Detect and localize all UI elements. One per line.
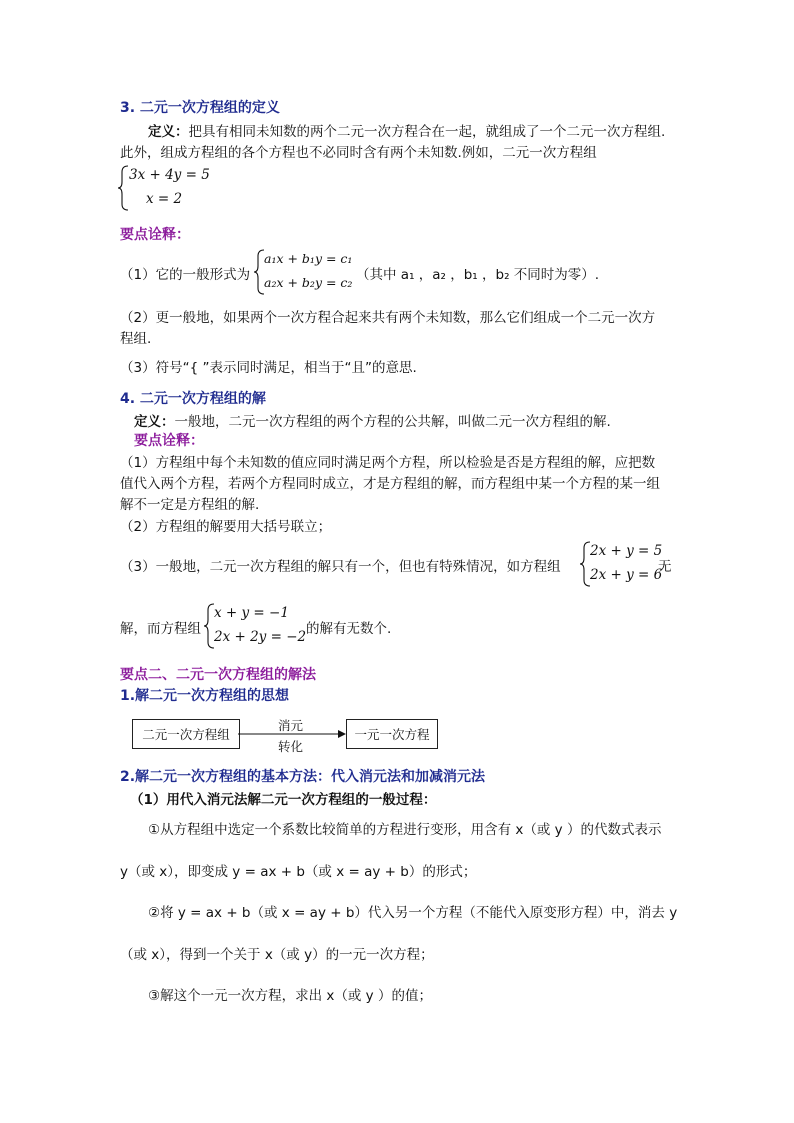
step2-line2: （或 x），得到一个关于 x（或 y）的一元一次方程； xyxy=(120,947,434,963)
example-system xyxy=(118,164,238,212)
sec4-points-title: 要点诠释： xyxy=(134,433,204,449)
sec3-points-title: 要点诠释： xyxy=(120,227,190,243)
sec4-point3-a: （3）一般地，二元一次方程组的解只有一个，但也有特殊情况，如方程组 xyxy=(120,559,561,575)
flow-label-bottom: 转化 xyxy=(278,739,304,754)
sec3-def-label: 定义： xyxy=(148,124,189,140)
section-4-title: 4. 二元一次方程组的解 xyxy=(120,391,266,407)
flow-box-left: 二元一次方程组 xyxy=(132,719,240,749)
step1-line1: ①从方程组中选定一个系数比较简单的方程进行变形，用含有 x（或 y ）的代数式表示 xyxy=(148,822,662,838)
general-form-system xyxy=(254,248,364,296)
sec3-point3: （3）符号“{ ”表示同时满足，相当于“且”的意思. xyxy=(120,360,417,376)
sec4-point1-line2: 值代入两个方程，若两个方程同时成立，才是方程组的解，而方程组中某一个方程的某一组 xyxy=(120,476,660,492)
no-solution-eq1: 2x + y = 5 xyxy=(590,543,663,559)
sec4-def-label: 定义： xyxy=(134,414,175,430)
sec3-point2-line1: （2）更一般地，如果两个一次方程合起来共有两个未知数，那么它们组成一个二元一次方 xyxy=(120,310,656,326)
no-solution-system xyxy=(580,540,670,588)
example-eq2: x = 2 xyxy=(146,191,183,207)
sec3-def-text1: 把具有相同未知数的两个二元一次方程合在一起，就组成了一个二元一次方程组. xyxy=(188,124,666,140)
infinite-eq1: x + y = −1 xyxy=(214,605,289,621)
step1-line2: y（或 x），即变成 y = ax + b（或 x = ay + b）的形式； xyxy=(120,864,477,880)
sec4-point3-d: 的解有无数个. xyxy=(306,621,392,637)
sec4-point2: （2）方程组的解要用大括号联立； xyxy=(120,519,332,535)
sec3-definition-line1 xyxy=(148,120,665,140)
part2-sub2-1: （1）用代入消元法解二元一次方程组的一般过程： xyxy=(130,792,437,808)
sec3-point1-a: （1）它的一般形式为 xyxy=(120,267,251,283)
sec3-definition-line2: 此外，组成方程组的各个方程也不必同时含有两个未知数.例如，二元一次方程组 xyxy=(120,145,597,161)
part2-sub1-title: 1.解二元一次方程组的思想 xyxy=(120,688,290,704)
sec4-point3-b: 无 xyxy=(658,559,672,575)
step2-line1: ②将 y = ax + b（或 x = ay + b）代入另一个方程（不能代入原变形方程）中，消去 y xyxy=(148,905,678,921)
example-eq1: 3x + 4y = 5 xyxy=(129,167,210,183)
sec4-point1-line1: （1）方程组中每个未知数的值应同时满足两个方程，所以检验是否是方程组的解，应把数 xyxy=(120,455,656,471)
sec4-point1-line3: 解不一定是方程组的解. xyxy=(120,497,260,513)
general-eq1: a₁x + b₁y = c₁ xyxy=(264,251,353,266)
part2-sub2-title: 2.解二元一次方程组的基本方法：代入消元法和加减消元法 xyxy=(120,769,486,785)
flow-box-right: 一元一次方程 xyxy=(346,719,438,749)
flow-label-top: 消元 xyxy=(278,718,304,733)
section-3-title: 3. 二元一次方程组的定义 xyxy=(120,100,280,116)
sec3-point2-line2: 程组. xyxy=(120,331,152,347)
no-solution-eq2: 2x + y = 6 xyxy=(590,567,663,583)
infinite-eq2: 2x + 2y = −2 xyxy=(214,629,307,645)
infinite-solution-system xyxy=(204,602,314,650)
part2-title: 要点二、二元一次方程组的解法 xyxy=(120,667,316,683)
sec4-definition xyxy=(134,410,611,430)
step3: ③解这个一元一次方程，求出 x（或 y ）的值； xyxy=(148,988,432,1004)
sec3-point1-b: （其中 a₁ ，a₂ ，b₁ ，b₂ 不同时为零）. xyxy=(356,267,600,283)
sec4-point3-c: 解，而方程组 xyxy=(120,621,201,637)
general-eq2: a₂x + b₂y = c₂ xyxy=(264,275,353,290)
sec4-def-text: 一般地，二元一次方程组的两个方程的公共解，叫做二元一次方程组的解. xyxy=(174,414,611,430)
